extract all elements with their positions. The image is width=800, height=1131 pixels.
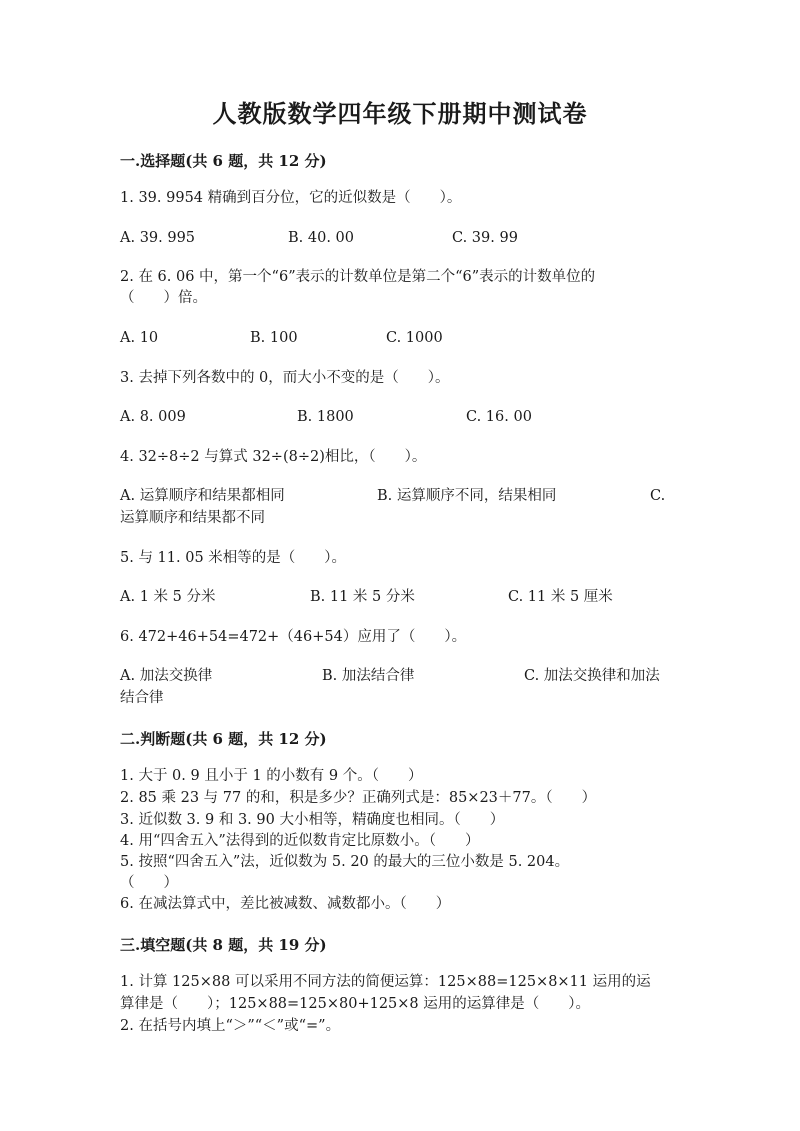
- judgment-item: 5. 按照“四舍五入”法，近似数为 5. 20 的最大的三位小数是 5. 204。: [120, 854, 570, 870]
- question-text: 4. 32÷8÷2 与算式 32÷(8÷2)相比，（ ）。: [120, 449, 427, 465]
- question-text: 5. 与 11. 05 米相等的是（ ）。: [120, 550, 347, 566]
- option-c: C. 1000: [386, 330, 443, 346]
- option-c: C. 39. 99: [452, 230, 518, 246]
- option-b: B. 11 米 5 分米: [310, 589, 415, 605]
- question-text: 1. 39. 9954 精确到百分位，它的近似数是（ ）。: [120, 190, 462, 206]
- option-b: B. 40. 00: [288, 230, 354, 246]
- fill-item: 2. 在括号内填上“＞”“＜”或“=”。: [120, 1018, 341, 1034]
- section-heading-choice: 一.选择题(共 6 题，共 12 分): [120, 152, 327, 170]
- question-text: 2. 在 6. 06 中，第一个“6”表示的计数单位是第二个“6”表示的计数单位的: [120, 269, 596, 285]
- option-a: A. 39. 995: [120, 230, 196, 246]
- judgment-item-continued: （ ）: [120, 875, 178, 891]
- fill-item-continued: 算律是（ ）；125×88=125×80+125×8 运用的运算律是（ ）。: [120, 996, 591, 1012]
- question-text: 3. 去掉下列各数中的 0，而大小不变的是（ ）。: [120, 370, 450, 386]
- section-heading-judgment: 二.判断题(共 6 题，共 12 分): [120, 730, 327, 748]
- option-c: C. 加法交换律和加法: [524, 668, 660, 684]
- judgment-item: 3. 近似数 3. 9 和 3. 90 大小相等，精确度也相同。（ ）: [120, 812, 505, 828]
- judgment-item: 2. 85 乘 23 与 77 的和，积是多少？正确列式是：85×23＋77。（ ）: [120, 790, 597, 806]
- option-a: A. 10: [120, 330, 159, 346]
- section-heading-fill: 三.填空题(共 8 题，共 19 分): [120, 936, 327, 954]
- judgment-item: 6. 在减法算式中，差比被减数、减数都小。（ ）: [120, 896, 451, 912]
- option-c-continued: 结合律: [120, 690, 164, 706]
- judgment-item: 4. 用“四舍五入”法得到的近似数肯定比原数小。（ ）: [120, 833, 480, 849]
- question-text: 6. 472+46+54=472+（46+54）应用了（ ）。: [120, 629, 467, 645]
- fill-item: 1. 计算 125×88 可以采用不同方法的简便运算：125×88=125×8×11 运用的运: [120, 974, 651, 990]
- option-b: B. 运算顺序不同，结果相同: [377, 488, 557, 504]
- option-c: C. 11 米 5 厘米: [508, 589, 613, 605]
- option-c: C. 16. 00: [466, 409, 532, 425]
- option-a: A. 8. 009: [120, 409, 186, 425]
- option-c: C.: [650, 488, 666, 504]
- option-a: A. 加法交换律: [120, 668, 213, 684]
- option-a: A. 1 米 5 分米: [120, 589, 216, 605]
- option-b: B. 1800: [297, 409, 354, 425]
- option-b: B. 100: [250, 330, 298, 346]
- option-c-continued: 运算顺序和结果都不同: [120, 510, 265, 526]
- page-title: 人教版数学四年级下册期中测试卷: [212, 99, 588, 128]
- question-text-continued: （ ）倍。: [120, 290, 207, 306]
- option-a: A. 运算顺序和结果都相同: [120, 488, 285, 504]
- judgment-item: 1. 大于 0. 9 且小于 1 的小数有 9 个。（ ）: [120, 768, 423, 784]
- option-b: B. 加法结合律: [322, 668, 415, 684]
